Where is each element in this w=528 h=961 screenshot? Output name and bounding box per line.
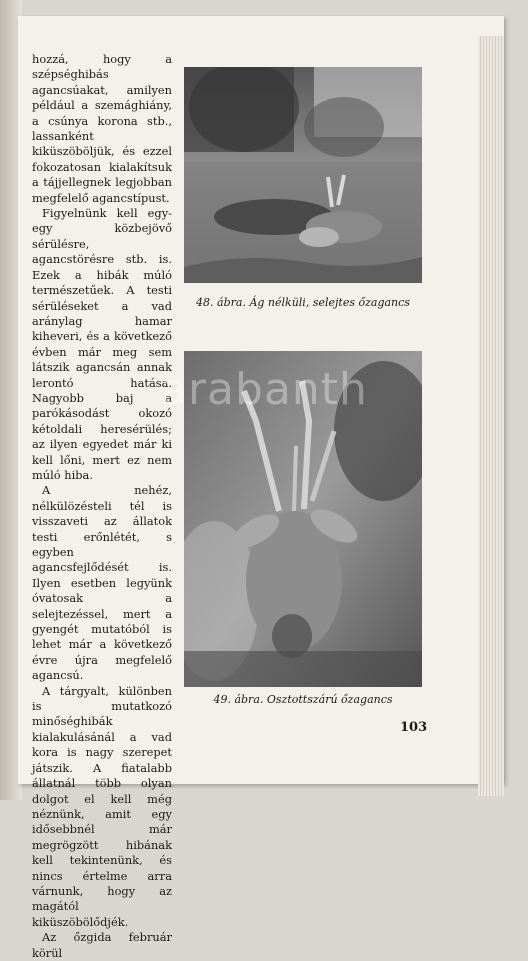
paragraph: hozzá, hogy a szépséghibás agancsúakat, amilyen például a szemághiány, a csúnya korona stb., lassanként kiküszöböljük, és ezzel fokozatosan kialakítsuk a tájjellegnek legjobban megfelelő agancstípust. bbox=[32, 52, 172, 205]
watermark-text: arabanth bbox=[160, 364, 368, 415]
figure-48-caption: 48. ábra. Ág nélküli, selejtes őzagancs bbox=[196, 296, 410, 309]
paragraph: A nehéz, nélkülözésteli tél is visszaveti az állatok testi erőnlétét, s egyben agancsfejlődését is. Ilyen esetben legyünk óvatosak a selejtezéssel, mert a gyengét mutatóból is lehet már a következő évre újra megfelelő agancsú. bbox=[32, 483, 172, 683]
paragraph: Az őzgida február körül bbox=[32, 930, 172, 960]
paragraph: A tárgyalt, különben is mutatkozó minőséghibák kialakulásánál a vad kora is nagy szerepet játszik. A fiatalabb állatnál több olyan dolgot el kell még néznünk, amit egy idősebbnél már megrögzött hibának kell tekintenünk, és nincs értelme arra várnunk, hogy az magától kiküszöbölődjék. bbox=[32, 683, 172, 929]
text-column bbox=[32, 52, 172, 961]
figure-49-caption: 49. ábra. Osztottszárú őzagancs bbox=[213, 693, 393, 706]
page-stack-edge bbox=[478, 36, 504, 796]
paragraph: Figyelnünk kell egy-egy közbejövő sérülésre, agancstörésre stb. is. Ezek a hibák múló természetűek. A testi sérüléseket a vad aránylag hamar kiheveri, és a következő évben már meg sem látszik agancsán annak lerontó hatása. Nagyobb baj a parókásodást okozó kétoldali heresérülés; az ilyen egyedet már ki kell lőni, mert ez nem múló hiba. bbox=[32, 206, 172, 482]
page-number: 103 bbox=[400, 720, 428, 735]
figure-48-photo bbox=[184, 67, 422, 283]
